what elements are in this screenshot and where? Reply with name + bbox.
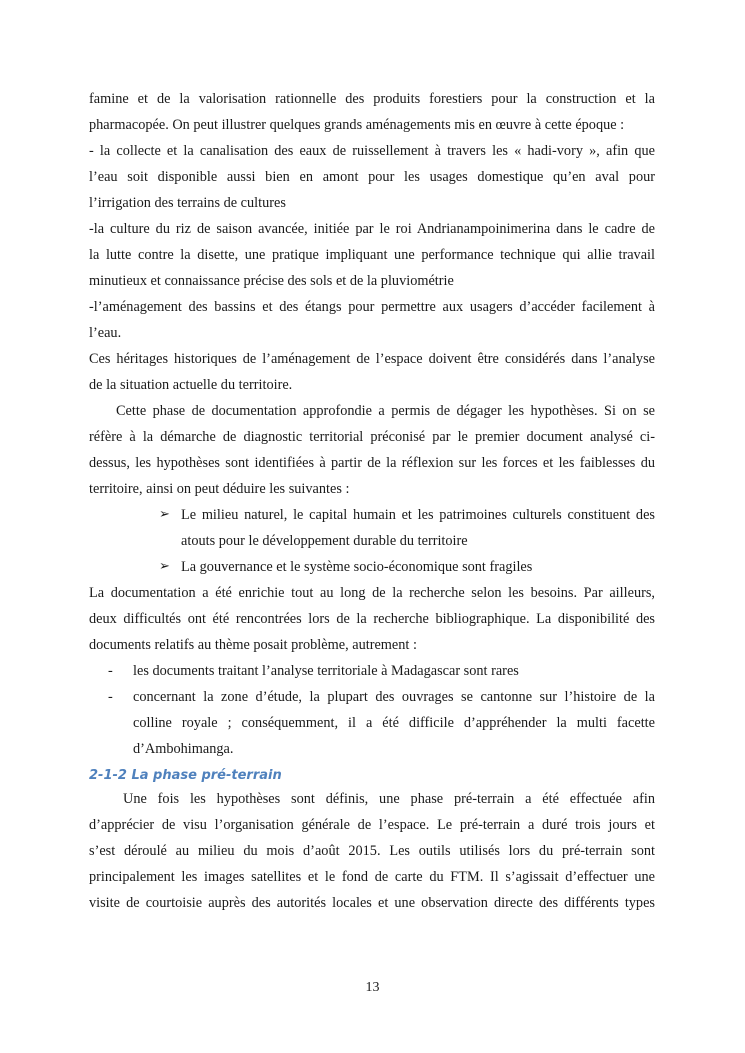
text-line: minutieux et connaissance précise des sols et de la pluviométrie (89, 273, 454, 289)
text-line: Ces héritages historiques de l’aménagement de l’espace doivent être considérés dans l’analyse (89, 351, 655, 367)
text-line: l’irrigation des terrains de cultures (89, 195, 286, 211)
text-line: -la culture du riz de saison avancée, initiée par le roi Andrianampoinimerina dans le cadre de (89, 221, 655, 237)
section-pre-terrain (89, 766, 655, 916)
text-line: famine et de la valorisation rationnelle des produits forestiers pour la construction et la (89, 91, 655, 107)
page-number: 13 (365, 980, 380, 995)
text-line: colline royale ; conséquemment, il a été difficile d’appréhender la multi facette (133, 715, 655, 731)
text-line: dessus, les hypothèses sont identifiées à partir de la réflexion sur les forces et les faiblesses du (89, 455, 655, 471)
text-line: la lutte contre la disette, une pratique impliquant une performance technique qui allie travail (89, 247, 655, 263)
text-line: réfère à la démarche de diagnostic territorial préconisé par le premier document analysé ci- (89, 429, 655, 445)
text-line: de la situation actuelle du territoire. (89, 377, 293, 393)
text-line: les documents traitant l’analyse territoriale à Madagascar sont rares (133, 663, 519, 679)
text-line: -l’aménagement des bassins et des étangs pour permettre aux usagers d’accéder facilement à (89, 299, 655, 315)
list-item (89, 138, 655, 216)
arrow-bullet-icon: ➢ (159, 507, 170, 522)
list-item (89, 502, 655, 554)
amenagements-list (89, 138, 655, 346)
text-line: Le milieu naturel, le capital humain et les patrimoines culturels constituent des (181, 507, 655, 523)
text-line: La documentation a été enrichie tout au long de la recherche selon les besoins. Par ailleurs, (89, 585, 655, 601)
text-line: deux difficultés ont été rencontrées lors de la recherche bibliographique. La disponibilité des (89, 611, 655, 627)
list-item (89, 294, 655, 346)
text-line: l’eau. (89, 325, 122, 341)
text-line: visite de courtoisie auprès des autorités locales et une observation directe des différents types (89, 895, 655, 911)
dash-bullet: - (108, 689, 113, 705)
section-heading: 2-1-2 La phase pré-terrain (89, 768, 282, 783)
paragraph-intro (89, 86, 655, 138)
text-line: pharmacopée. On peut illustrer quelques grands aménagements mis en œuvre à cette époque : (89, 117, 625, 133)
document-body (89, 86, 655, 916)
text-line: d’apprécier de visu l’organisation générale de l’espace. Le pré-terrain a duré trois jours et (89, 817, 655, 833)
text-line: - la collecte et la canalisation des eaux de ruissellement à travers les « hadi-vory », afin que (89, 143, 655, 159)
paragraph-hypotheses (89, 398, 655, 502)
list-item (89, 658, 655, 684)
text-line: documents relatifs au thème posait problème, autrement : (89, 637, 417, 653)
dash-bullet: - (108, 663, 113, 679)
text-line: Cette phase de documentation approfondie a permis de dégager les hypothèses. Si on se (116, 403, 655, 419)
arrow-bullet-icon: ➢ (159, 559, 170, 574)
hypotheses-list (89, 502, 655, 580)
text-line: concernant la zone d’étude, la plupart des ouvrages se cantonne sur l’histoire de la (133, 689, 655, 705)
text-line: La gouvernance et le système socio-économique sont fragiles (181, 559, 533, 575)
text-line: Une fois les hypothèses sont définis, une phase pré-terrain a été effectuée afin (123, 791, 655, 807)
text-line: atouts pour le développement durable du territoire (181, 533, 468, 549)
list-item (89, 216, 655, 294)
list-item (89, 684, 655, 762)
paragraph-heritages (89, 346, 655, 398)
text-line: principalement les images satellites et le fond de carte du FTM. Il s’agissait d’effectuer une (89, 869, 655, 885)
text-line: l’eau soit disponible aussi bien en amont pour les usages domestique qu’en aval pour (89, 169, 655, 185)
text-line: d’Ambohimanga. (133, 741, 234, 757)
text-line: territoire, ainsi on peut déduire les suivantes : (89, 481, 350, 497)
list-item (89, 554, 655, 580)
paragraph-documentation (89, 580, 655, 658)
text-line: s’est déroulé au milieu du mois d’août 2015. Les outils utilisés lors du pré-terrain sont (89, 843, 655, 859)
difficulties-list (89, 658, 655, 762)
